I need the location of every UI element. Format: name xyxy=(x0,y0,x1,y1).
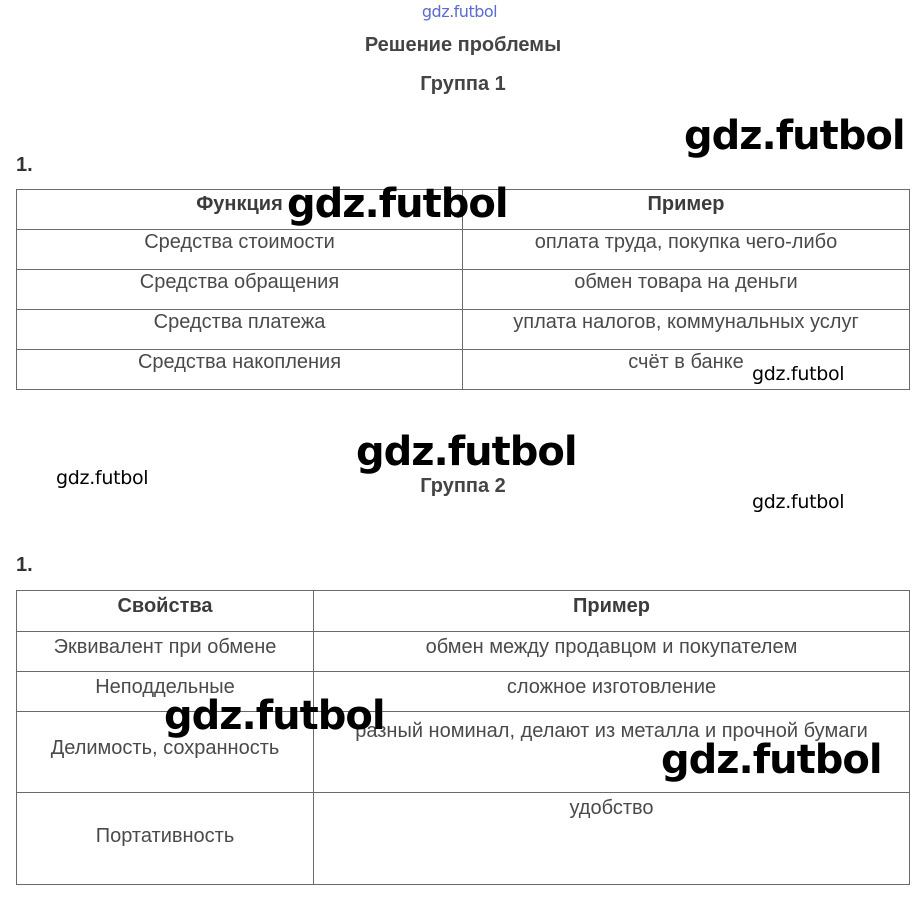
property-cell: Неподдельные xyxy=(17,672,314,712)
example-cell: оплата труда, покупка чего-либо xyxy=(463,230,910,270)
example-cell: обмен товара на деньги xyxy=(463,270,910,310)
property-cell: Эквивалент при обмене xyxy=(17,632,314,672)
table-row xyxy=(17,672,910,712)
watermark: gdz.futbol xyxy=(356,429,577,475)
table-row xyxy=(17,270,910,310)
column-header-properties: Свойства xyxy=(17,591,314,632)
function-cell: Средства накопления xyxy=(17,350,463,390)
column-header-function: Функция xyxy=(17,190,463,230)
table-row xyxy=(17,632,910,672)
function-cell: Средства платежа xyxy=(17,310,463,350)
example-cell: счёт в банке xyxy=(463,350,910,390)
table-row xyxy=(17,793,910,885)
function-cell: Средства обращения xyxy=(17,270,463,310)
table-row xyxy=(17,230,910,270)
group1-heading: Группа 1 xyxy=(420,73,506,95)
column-header-example: Пример xyxy=(314,591,910,632)
example-cell: разный номинал, делают из металла и прочной бумаги xyxy=(314,712,910,793)
table-row xyxy=(17,310,910,350)
watermark: gdz.futbol xyxy=(661,737,882,783)
table-header-row xyxy=(17,591,910,632)
property-cell: Портативность xyxy=(17,793,314,885)
watermark: gdz.futbol xyxy=(684,113,905,159)
example-cell: сложное изготовление xyxy=(314,672,910,712)
example-cell: уплата налогов, коммунальных услуг xyxy=(463,310,910,350)
property-cell: Делимость, сохранность xyxy=(17,712,314,793)
watermark: gdz.futbol xyxy=(752,363,845,385)
example-cell: обмен между продавцом и покупателем xyxy=(314,632,910,672)
header-watermark: gdz.futbol xyxy=(421,2,498,21)
group1-item-number: 1. xyxy=(16,154,33,176)
column-header-example: Пример xyxy=(463,190,910,230)
watermark: gdz.futbol xyxy=(56,467,149,489)
function-cell: Средства стоимости xyxy=(17,230,463,270)
example-cell: удобство xyxy=(314,793,910,885)
watermark: gdz.futbol xyxy=(752,491,845,513)
watermark: gdz.futbol xyxy=(164,693,385,739)
group2-item-number: 1. xyxy=(16,554,33,576)
page-title: Решение проблемы xyxy=(364,34,562,56)
watermark: gdz.futbol xyxy=(287,181,508,227)
group2-heading: Группа 2 xyxy=(420,475,506,497)
